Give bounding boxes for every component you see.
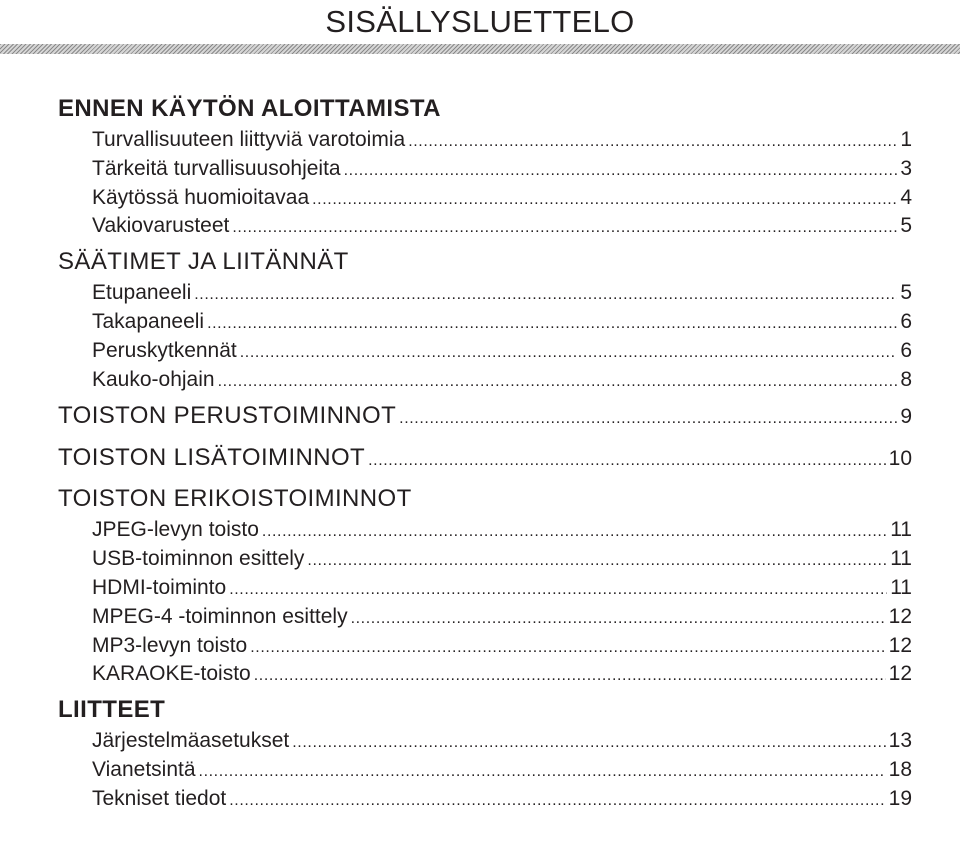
toc-entry[interactable] (58, 126, 912, 155)
toc-section-erikois (58, 482, 912, 689)
toc-entry[interactable] (58, 212, 912, 241)
entry-page: 19 (888, 786, 912, 810)
entry-page: 1 (900, 128, 912, 151)
entry-page: 10 (888, 447, 912, 471)
toc-section-ennen (58, 92, 912, 241)
entry-page: 18 (888, 757, 912, 781)
dot-leader (254, 662, 886, 691)
entry-page: 11 (890, 518, 912, 542)
table-of-contents (58, 92, 912, 814)
toc-entry[interactable] (58, 727, 912, 756)
entry-page: 13 (888, 729, 912, 753)
entry-page: 6 (900, 338, 912, 362)
toc-entry[interactable] (58, 632, 912, 661)
dot-leader (218, 368, 898, 397)
toc-entry[interactable] (58, 516, 912, 545)
toc-entry[interactable] (58, 184, 912, 213)
toc-section-liitteet (58, 693, 912, 813)
dot-leader (351, 605, 886, 634)
dot-leader (199, 758, 886, 787)
dot-leader (312, 186, 897, 215)
dot-leader (229, 576, 887, 605)
toc-entry[interactable] (58, 603, 912, 632)
entry-label: JPEG-levyn toisto (92, 518, 259, 542)
section-heading: ENNEN KÄYTÖN ALOITTAMISTA (58, 95, 441, 122)
toc-entry[interactable] (58, 155, 912, 184)
toc-entry[interactable] (58, 337, 912, 366)
entry-label: TOISTON PERUSTOIMINNOT (58, 402, 397, 430)
entry-page: 4 (900, 185, 912, 209)
dot-leader (399, 399, 897, 439)
toc-section-saatimet (58, 245, 912, 394)
entry-label: Turvallisuuteen liittyviä varotoimia (92, 128, 406, 151)
entry-page: 8 (900, 367, 912, 391)
entry-label: Kauko-ohjain (92, 367, 215, 391)
entry-page: 3 (900, 156, 912, 180)
entry-label: Vianetsintä (92, 757, 196, 781)
entry-page: 5 (900, 281, 912, 305)
toc-entry[interactable] (58, 366, 912, 395)
entry-label: Peruskytkennät (92, 338, 237, 362)
entry-label: Tärkeitä turvallisuusohjeita (92, 156, 341, 180)
entry-page: 11 (890, 547, 912, 571)
toc-entry[interactable] (58, 660, 912, 689)
entry-label: USB-toiminnon esittely (92, 547, 305, 571)
toc-entry[interactable] (58, 545, 912, 574)
entry-label: Etupaneeli (92, 281, 192, 305)
dot-leader (240, 339, 898, 368)
entry-label: Takapaneeli (92, 309, 205, 333)
entry-page: 5 (900, 214, 912, 238)
section-heading: TOISTON ERIKOISTOIMINNOT (58, 485, 412, 513)
page-title: SISÄLLYSLUETTELO (325, 4, 635, 39)
dot-leader (344, 157, 898, 186)
dot-leader (368, 441, 886, 481)
entry-label: Käytössä huomioitavaa (92, 185, 310, 209)
dot-leader (232, 214, 897, 243)
toc-heading-entry[interactable] (58, 438, 912, 478)
entry-page: 12 (888, 604, 912, 628)
entry-label: Tekniset tiedot (92, 786, 227, 810)
entry-label: Vakiovarusteet (92, 214, 230, 238)
hatched-divider (0, 44, 960, 54)
entry-page: 6 (900, 309, 912, 333)
section-heading: SÄÄTIMET JA LIITÄNNÄT (58, 248, 349, 276)
dot-leader (408, 128, 897, 157)
toc-entry[interactable] (58, 756, 912, 785)
toc-entry[interactable] (58, 785, 912, 814)
toc-entry[interactable] (58, 574, 912, 603)
dot-leader (194, 281, 897, 310)
dot-leader (292, 729, 885, 758)
toc-heading-entry[interactable] (58, 396, 912, 436)
dot-leader (229, 787, 885, 816)
section-heading: LIITTEET (58, 696, 166, 724)
dot-leader (307, 547, 887, 576)
entry-page: 11 (890, 575, 912, 599)
entry-page: 9 (900, 405, 912, 429)
toc-entry[interactable] (58, 308, 912, 337)
entry-label: Järjestelmäasetukset (92, 729, 290, 753)
entry-label: HDMI-toiminto (92, 575, 227, 599)
entry-label: MP3-levyn toisto (92, 633, 248, 657)
entry-label: MPEG-4 -toiminnon esittely (92, 604, 348, 628)
dot-leader (207, 310, 897, 339)
dot-leader (250, 634, 885, 663)
dot-leader (262, 518, 887, 547)
entry-page: 12 (888, 662, 912, 686)
entry-label: TOISTON LISÄTOIMINNOT (58, 444, 366, 472)
entry-page: 12 (888, 633, 912, 657)
entry-label: KARAOKE-toisto (92, 662, 251, 686)
toc-entry[interactable] (58, 279, 912, 308)
